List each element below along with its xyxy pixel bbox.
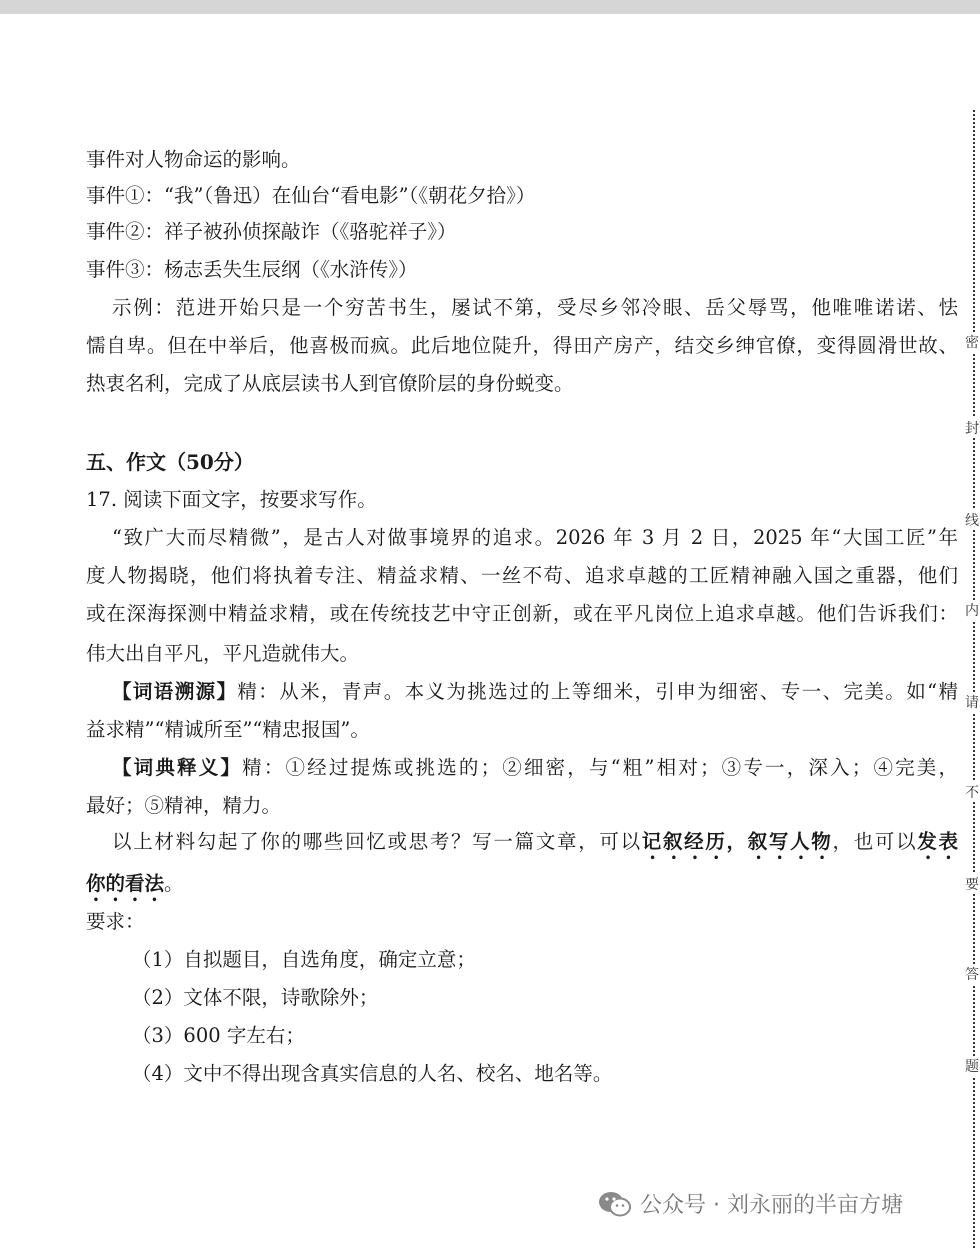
seal-char: 内 bbox=[963, 600, 980, 620]
requirement-item: （3）600 字左右； bbox=[132, 1024, 305, 1047]
material-line: “致广大而尽精微”，是古人对做事境界的追求。2026 年 3 月 2 日，2025 年“大国工匠”年 bbox=[112, 526, 958, 549]
material-line: 度人物揭晓，他们将执着专注、精益求精、一丝不苟、追求卓越的工匠精神融入国之重器，他们 bbox=[86, 564, 958, 587]
wechat-icon bbox=[598, 1190, 632, 1218]
task-text: ，也可以 bbox=[832, 830, 918, 853]
seal-char: 封 bbox=[963, 418, 980, 438]
seal-char: 要 bbox=[963, 874, 980, 894]
event-1: 事件①：“我”（鲁迅）在仙台“看电影”（《朝花夕拾》） bbox=[86, 184, 536, 207]
requirements-label: 要求： bbox=[86, 910, 145, 933]
event-2: 事件②：祥子被孙侦探敲诈（《骆驼祥子》） bbox=[86, 220, 457, 243]
task-text: 。 bbox=[164, 872, 184, 895]
example-line: 示例：范进开始只是一个穷苦书生，屡试不第，受尽乡邻冷眼、岳父辱骂，他唯唯诺诺、怯 bbox=[112, 296, 958, 319]
top-bar bbox=[0, 0, 980, 14]
example-line: 懦自卑。但在中举后，他喜极而疯。此后地位陡升，得田产房产，结交乡绅官僚，变得圆滑世故、 bbox=[86, 334, 958, 357]
seal-char: 密 bbox=[963, 332, 980, 352]
task-line bbox=[112, 828, 958, 864]
etymology-text: 精：从米，青声。本义为挑选过的上等细米，引申为细密、专一、完美。如“精 bbox=[237, 680, 958, 703]
task-line bbox=[86, 870, 184, 906]
etymology-line bbox=[112, 678, 958, 706]
dictionary-line: 最好；⑤精神，精力。 bbox=[86, 794, 282, 817]
dictionary-line bbox=[112, 754, 958, 782]
event-3: 事件③：杨志丢失生辰纲（《水浒传》） bbox=[86, 258, 418, 281]
watermark-text: 公众号 · 刘永丽的半亩方塘 bbox=[640, 1193, 903, 1218]
seal-char: 题 bbox=[963, 1056, 980, 1076]
requirement-item: （4）文中不得出现含真实信息的人名、校名、地名等。 bbox=[132, 1062, 613, 1085]
material-line: 或在深海探测中精益求精，或在传统技艺中守正创新，或在平凡岗位上追求卓越。他们告诉我们： bbox=[86, 602, 958, 625]
seal-char: 请 bbox=[963, 692, 980, 712]
requirement-item: （2）文体不限，诗歌除外； bbox=[132, 986, 379, 1009]
task-emphasis: 发表 bbox=[917, 830, 958, 853]
dictionary-text: 精：①经过提炼或挑选的；②细密，与“粗”相对；③专一，深入；④完美， bbox=[242, 756, 958, 779]
etymology-line: 益求精”“精诚所至”“精忠报国”。 bbox=[86, 718, 370, 741]
dictionary-label: 【词典释义】 bbox=[112, 756, 243, 779]
seal-line bbox=[973, 110, 975, 1248]
section-heading: 五、作文（50分） bbox=[86, 450, 254, 474]
task-emphasis: 记叙经历，叙写人物 bbox=[641, 830, 833, 853]
seal-char: 线 bbox=[963, 510, 980, 530]
seal-char: 不 bbox=[963, 782, 980, 802]
task-emphasis: 你的看法 bbox=[86, 872, 165, 895]
watermark bbox=[598, 1188, 903, 1219]
task-text: 以上材料勾起了你的哪些回忆或思考？写一篇文章，可以 bbox=[112, 830, 642, 853]
etymology-label: 【词语溯源】 bbox=[112, 680, 238, 703]
answer-line: 事件对人物命运的影响。 bbox=[86, 148, 301, 171]
seal-char: 答 bbox=[963, 964, 980, 984]
question-title: 17. 阅读下面文字，按要求写作。 bbox=[86, 488, 377, 511]
requirement-item: （1）自拟题目，自选角度，确定立意； bbox=[132, 948, 476, 971]
material-line: 伟大出自平凡，平凡造就伟大。 bbox=[86, 642, 360, 665]
example-line: 热衷名利，完成了从底层读书人到官僚阶层的身份蜕变。 bbox=[86, 372, 574, 395]
